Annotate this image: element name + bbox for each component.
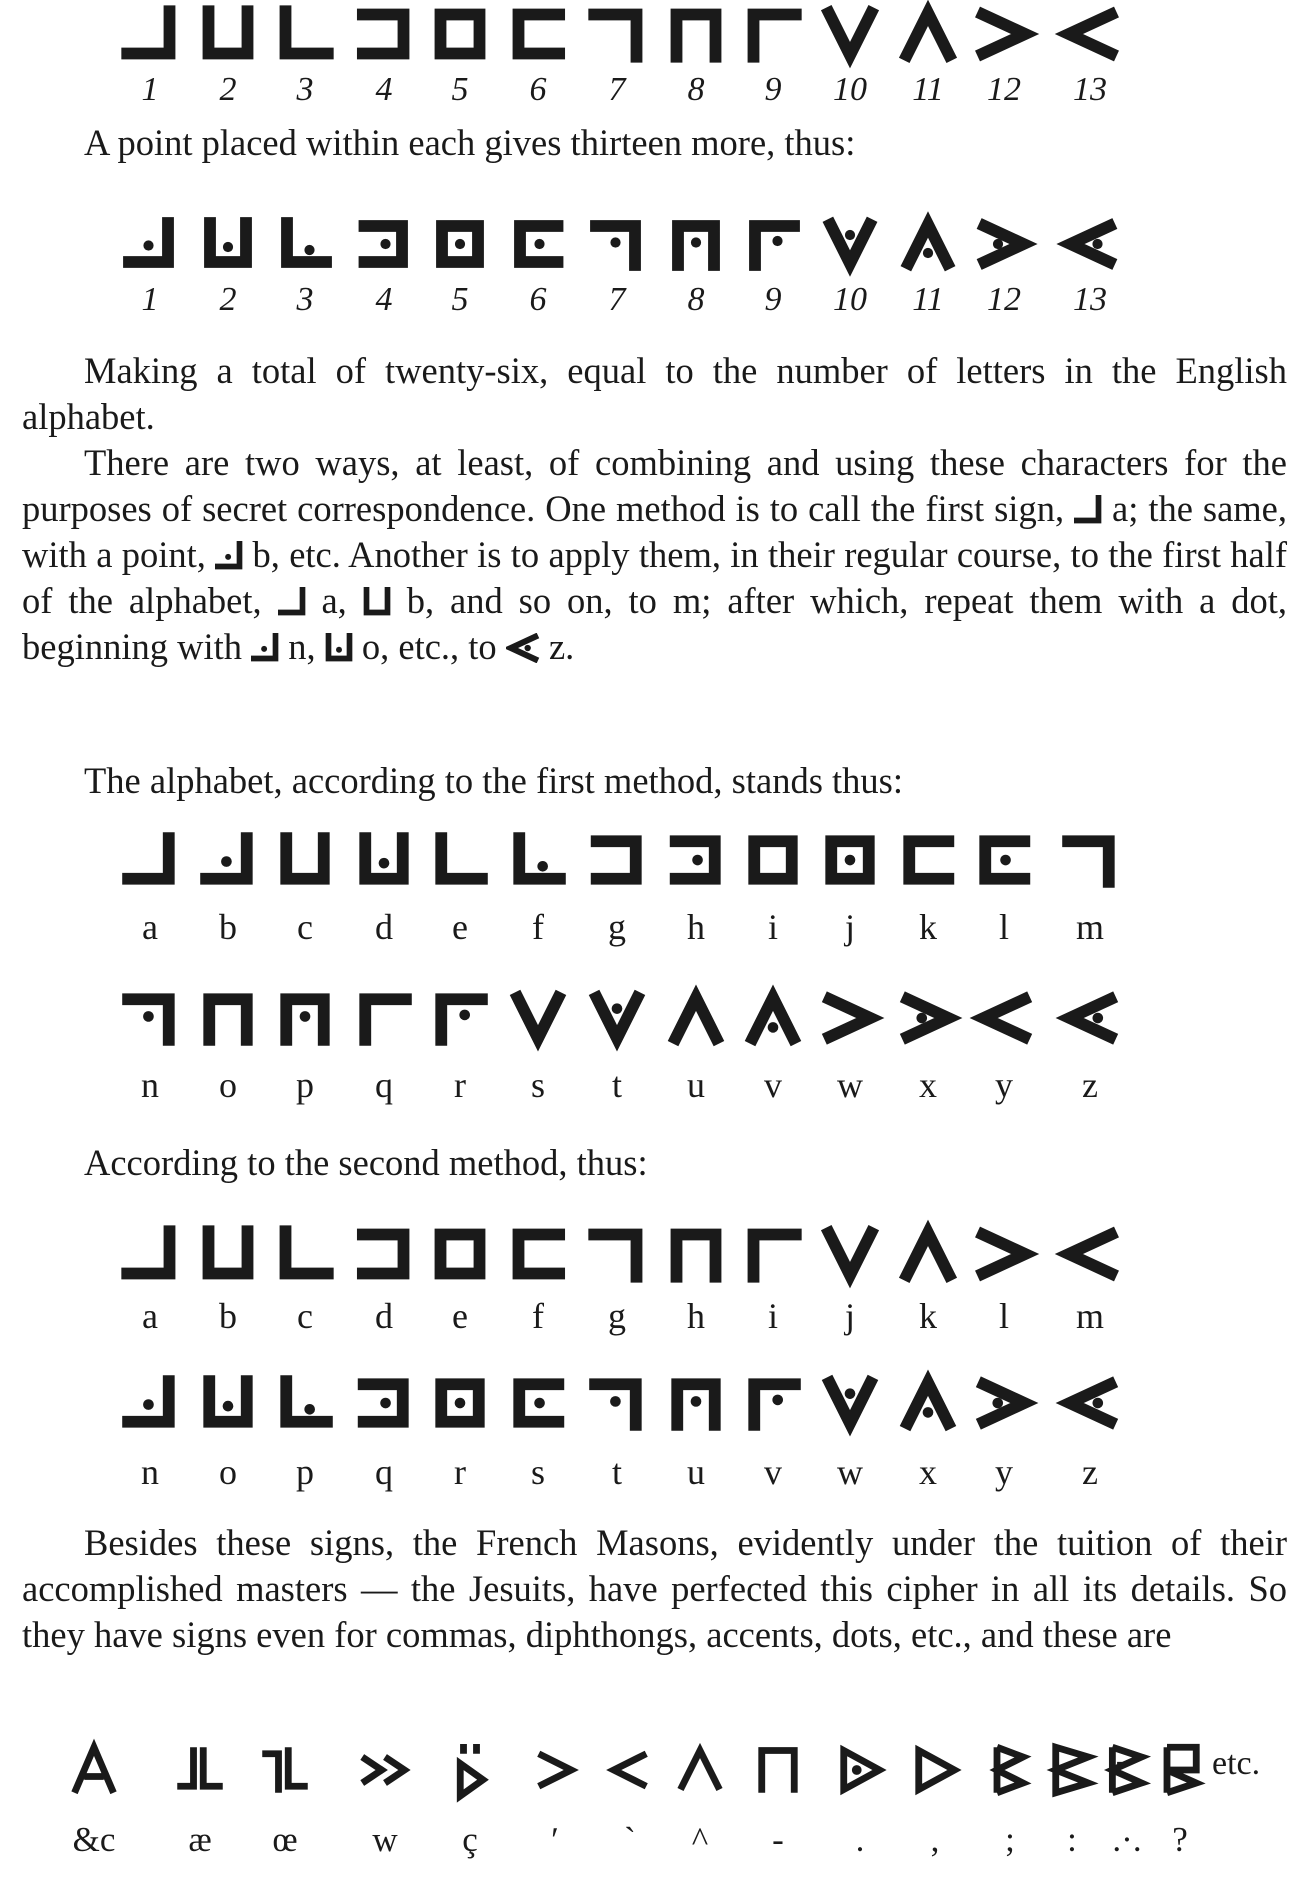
second-n-label-5: r — [454, 1452, 466, 1492]
dotted-glyph-8 — [672, 220, 720, 268]
first-a-label-9: i — [767, 907, 779, 947]
basic-glyph-4 — [358, 8, 410, 60]
basic-glyph-3 — [279, 8, 331, 60]
first-a-label-2: b — [219, 907, 237, 947]
special-glyph-6 — [529, 1744, 581, 1796]
special-glyph-2 — [174, 1744, 226, 1796]
basic-label-3: 3 — [296, 71, 314, 108]
special-label-2: æ — [188, 1820, 212, 1859]
paragraph-point-placed: A point placed within each gives thirteen more, thus: — [84, 122, 856, 163]
dotted-glyph-10 — [826, 220, 874, 268]
special-label-10: . — [855, 1820, 865, 1859]
first-a-glyph-7 — [592, 835, 642, 885]
basic-label-4: 4 — [375, 71, 393, 108]
second-a-label-12: l — [998, 1296, 1010, 1336]
first-a-glyph-13 — [1065, 835, 1115, 885]
first-method-row-a-m — [0, 835, 1308, 955]
first-a-label-3: c — [297, 907, 313, 947]
second-a-label-11: k — [919, 1296, 937, 1336]
special-glyph-4 — [359, 1744, 411, 1796]
first-n-label-10: w — [837, 1065, 863, 1105]
special-label-9: - — [772, 1820, 784, 1859]
first-n-glyph-3 — [280, 993, 330, 1043]
first-n-label-1: n — [141, 1065, 159, 1105]
special-label-14: .·. — [1112, 1820, 1142, 1859]
special-label-8: ^ — [691, 1820, 709, 1859]
second-a-glyph-6 — [512, 1228, 564, 1280]
second-method-row-a-m — [0, 1228, 1308, 1348]
dotted-label-6: 6 — [529, 281, 547, 318]
basic-label-13: 13 — [1073, 71, 1107, 108]
second-a-label-4: d — [375, 1296, 393, 1336]
second-a-glyph-4 — [358, 1228, 410, 1280]
first-n-label-6: s — [530, 1065, 546, 1105]
second-a-glyph-13 — [1064, 1228, 1116, 1280]
dotted-label-5: 5 — [451, 281, 469, 318]
paragraph-first-method: The alphabet, according to the first method, stands thus: — [84, 760, 904, 801]
second-a-glyph-11 — [902, 1228, 954, 1280]
paragraph-second-method: According to the second method, thus: — [84, 1142, 648, 1183]
inline-sign-n — [251, 633, 279, 663]
second-a-glyph-10 — [824, 1228, 876, 1280]
first-a-glyph-8 — [671, 835, 721, 885]
basic-label-1: 1 — [141, 71, 159, 108]
first-a-glyph-4 — [359, 835, 409, 885]
first-n-glyph-4 — [359, 993, 409, 1043]
second-n-label-2: o — [219, 1452, 237, 1492]
special-glyph-5 — [444, 1744, 496, 1796]
second-a-glyph-3 — [279, 1228, 331, 1280]
first-a-glyph-9 — [748, 835, 798, 885]
second-n-label-13: z — [1082, 1452, 1098, 1492]
dotted-label-8: 8 — [687, 281, 705, 318]
second-a-label-10: j — [844, 1296, 856, 1336]
second-a-glyph-8 — [670, 1228, 722, 1280]
first-a-glyph-5 — [435, 835, 485, 885]
inline-sign-z — [506, 633, 540, 663]
special-glyph-3 — [259, 1744, 311, 1796]
first-n-glyph-7 — [592, 993, 642, 1043]
first-a-glyph-11 — [903, 835, 953, 885]
second-a-label-1: a — [142, 1296, 158, 1336]
special-label-13: : — [1067, 1820, 1077, 1859]
special-label-6: ʹ — [551, 1820, 559, 1859]
special-glyph-9 — [752, 1744, 804, 1796]
special-glyph-15 — [1154, 1744, 1206, 1796]
inline-sign-o — [325, 633, 353, 663]
first-a-label-10: j — [844, 907, 856, 947]
dotted-glyph-11 — [904, 220, 952, 268]
second-a-label-13: m — [1075, 1296, 1105, 1336]
special-label-3: œ — [272, 1820, 298, 1859]
basic-label-8: 8 — [687, 71, 705, 108]
dotted-glyph-2 — [204, 220, 252, 268]
second-a-label-3: c — [297, 1296, 313, 1336]
basic-label-6: 6 — [529, 71, 547, 108]
dotted-glyph-12 — [980, 220, 1028, 268]
inline-sign-b2 — [363, 587, 391, 617]
dotted-label-11: 11 — [912, 281, 944, 318]
dotted-glyph-4 — [360, 220, 408, 268]
first-n-glyph-9 — [748, 993, 798, 1043]
first-a-label-7: g — [608, 907, 626, 947]
second-a-glyph-2 — [202, 1228, 254, 1280]
second-n-glyph-1 — [125, 1378, 175, 1428]
second-a-glyph-7 — [591, 1228, 643, 1280]
first-n-glyph-2 — [203, 993, 253, 1043]
dotted-label-3: 3 — [296, 281, 314, 318]
second-n-glyph-4 — [359, 1378, 409, 1428]
special-glyph-12 — [984, 1744, 1036, 1796]
special-label-5: ç — [462, 1820, 478, 1859]
dotted-label-1: 1 — [141, 281, 159, 318]
dotted-glyph-13 — [1066, 220, 1114, 268]
dotted-label-9: 9 — [764, 281, 782, 318]
second-a-label-9: i — [767, 1296, 779, 1336]
second-a-glyph-1 — [124, 1228, 176, 1280]
second-n-glyph-11 — [903, 1378, 953, 1428]
basic-glyph-9 — [747, 8, 799, 60]
basic-glyph-11 — [902, 8, 954, 60]
basic-label-11: 11 — [912, 71, 944, 108]
special-glyph-10 — [834, 1744, 886, 1796]
first-n-label-12: y — [995, 1065, 1013, 1105]
second-a-glyph-12 — [978, 1228, 1030, 1280]
first-n-glyph-1 — [125, 993, 175, 1043]
first-n-glyph-13 — [1065, 993, 1115, 1043]
dotted-glyph-1 — [126, 220, 174, 268]
special-label-4: w — [372, 1820, 398, 1859]
first-a-glyph-6 — [513, 835, 563, 885]
special-label-7: ˋ — [624, 1820, 636, 1859]
first-n-label-8: u — [687, 1065, 705, 1105]
second-n-label-3: p — [296, 1452, 314, 1492]
first-a-label-6: f — [532, 907, 544, 947]
dotted-label-7: 7 — [608, 281, 626, 318]
dotted-label-2: 2 — [219, 281, 237, 318]
inline-sign-a2 — [278, 587, 306, 617]
first-n-label-2: o — [219, 1065, 237, 1105]
second-n-label-10: w — [837, 1452, 863, 1492]
special-label-1: &c — [72, 1820, 116, 1859]
inline-sign-b — [215, 541, 243, 571]
second-n-glyph-5 — [435, 1378, 485, 1428]
special-label-15: ? — [1172, 1820, 1188, 1859]
first-a-label-13: m — [1075, 907, 1105, 947]
second-n-label-4: q — [375, 1452, 393, 1492]
second-n-label-6: s — [530, 1452, 546, 1492]
second-a-label-7: g — [608, 1296, 626, 1336]
second-n-glyph-3 — [280, 1378, 330, 1428]
first-n-glyph-8 — [671, 993, 721, 1043]
first-n-glyph-10 — [825, 993, 875, 1043]
dotted-label-13: 13 — [1073, 281, 1107, 318]
first-a-glyph-3 — [280, 835, 330, 885]
paragraph-two-ways: There are two ways, at least, of combining and using these characters for the purposes of secret correspondence. One method is to call the first sign, a; the same, with a point, b, etc. Another is to apply them, in their regular course, to the first half of the alphabet, a, b, and so on, to m; after which, repeat them with a dot, beginning with n, o, etc., to z. — [22, 442, 1288, 667]
second-n-label-11: x — [919, 1452, 937, 1492]
first-n-glyph-12 — [979, 993, 1029, 1043]
first-a-glyph-12 — [979, 835, 1029, 885]
first-n-label-11: x — [919, 1065, 937, 1105]
first-a-glyph-1 — [125, 835, 175, 885]
basic-glyph-2 — [202, 8, 254, 60]
second-n-label-12: y — [995, 1452, 1013, 1492]
dotted-label-12: 12 — [987, 281, 1021, 318]
dotted-glyph-5 — [436, 220, 484, 268]
special-glyph-8 — [674, 1744, 726, 1796]
second-method-row-n-z — [0, 1378, 1308, 1498]
basic-glyph-13 — [1064, 8, 1116, 60]
basic-glyph-1 — [124, 8, 176, 60]
second-a-glyph-5 — [434, 1228, 486, 1280]
basic-glyph-5 — [434, 8, 486, 60]
second-n-glyph-13 — [1065, 1378, 1115, 1428]
basic-label-12: 12 — [987, 71, 1021, 108]
second-a-label-6: f — [532, 1296, 544, 1336]
special-label-12: ; — [1005, 1820, 1015, 1859]
second-n-glyph-7 — [592, 1378, 642, 1428]
paragraph-total: Making a total of twenty-six, equal to the number of letters in the English alphabet. — [22, 350, 1287, 437]
first-n-label-7: t — [611, 1065, 623, 1105]
special-glyph-13 — [1046, 1744, 1098, 1796]
basic-glyph-6 — [512, 8, 564, 60]
basic-label-5: 5 — [451, 71, 469, 108]
dotted-label-4: 4 — [375, 281, 393, 318]
first-a-label-12: l — [998, 907, 1010, 947]
first-a-label-11: k — [919, 907, 937, 947]
first-method-row-n-z — [0, 993, 1308, 1113]
first-n-glyph-5 — [435, 993, 485, 1043]
second-a-glyph-9 — [747, 1228, 799, 1280]
special-signs-row — [0, 1720, 1308, 1870]
first-a-label-5: e — [452, 907, 468, 947]
second-n-glyph-2 — [203, 1378, 253, 1428]
second-a-label-2: b — [219, 1296, 237, 1336]
basic-glyph-12 — [978, 8, 1030, 60]
basic-glyph-10 — [824, 8, 876, 60]
basic-label-9: 9 — [764, 71, 782, 108]
second-n-glyph-8 — [671, 1378, 721, 1428]
basic-label-7: 7 — [608, 71, 626, 108]
basic-label-2: 2 — [219, 71, 237, 108]
first-a-label-8: h — [687, 907, 705, 947]
second-n-glyph-10 — [825, 1378, 875, 1428]
first-a-label-4: d — [375, 907, 393, 947]
first-a-glyph-2 — [203, 835, 253, 885]
basic-signs-row — [0, 0, 1308, 120]
second-n-glyph-6 — [513, 1378, 563, 1428]
special-glyph-14 — [1101, 1744, 1153, 1796]
second-a-label-8: h — [687, 1296, 705, 1336]
first-a-glyph-10 — [825, 835, 875, 885]
second-n-label-7: t — [611, 1452, 623, 1492]
first-n-label-13: z — [1082, 1065, 1098, 1105]
dotted-signs-row — [0, 210, 1308, 330]
first-n-glyph-11 — [903, 993, 953, 1043]
dotted-glyph-9 — [749, 220, 797, 268]
second-n-label-8: u — [687, 1452, 705, 1492]
special-glyph-11 — [909, 1744, 961, 1796]
paragraph-french-masons: Besides these signs, the French Masons, evidently under the tuition of their accomplished masters — the Jesuits, have perfected this cipher in all its details. So they have signs even for commas, diphthongs, accents, dots, etc., and these are — [22, 1522, 1287, 1655]
first-n-label-3: p — [296, 1065, 314, 1105]
dotted-label-10: 10 — [833, 281, 867, 318]
second-n-label-1: n — [141, 1452, 159, 1492]
basic-glyph-8 — [670, 8, 722, 60]
second-n-glyph-12 — [979, 1378, 1029, 1428]
special-glyph-7 — [604, 1744, 656, 1796]
dotted-glyph-7 — [593, 220, 641, 268]
special-glyph-1 — [68, 1744, 120, 1796]
first-n-label-5: r — [454, 1065, 466, 1105]
second-n-label-9: v — [764, 1452, 782, 1492]
basic-glyph-7 — [591, 8, 643, 60]
second-n-glyph-9 — [748, 1378, 798, 1428]
first-n-glyph-6 — [513, 993, 563, 1043]
first-n-label-4: q — [375, 1065, 393, 1105]
dotted-glyph-6 — [514, 220, 562, 268]
inline-sign-a — [1074, 495, 1102, 525]
special-label-11: , — [930, 1820, 940, 1859]
first-n-label-9: v — [764, 1065, 782, 1105]
second-a-label-5: e — [452, 1296, 468, 1336]
dotted-glyph-3 — [281, 220, 329, 268]
etc-label: etc. — [1212, 1745, 1261, 1782]
basic-label-10: 10 — [833, 71, 867, 108]
first-a-label-1: a — [142, 907, 158, 947]
